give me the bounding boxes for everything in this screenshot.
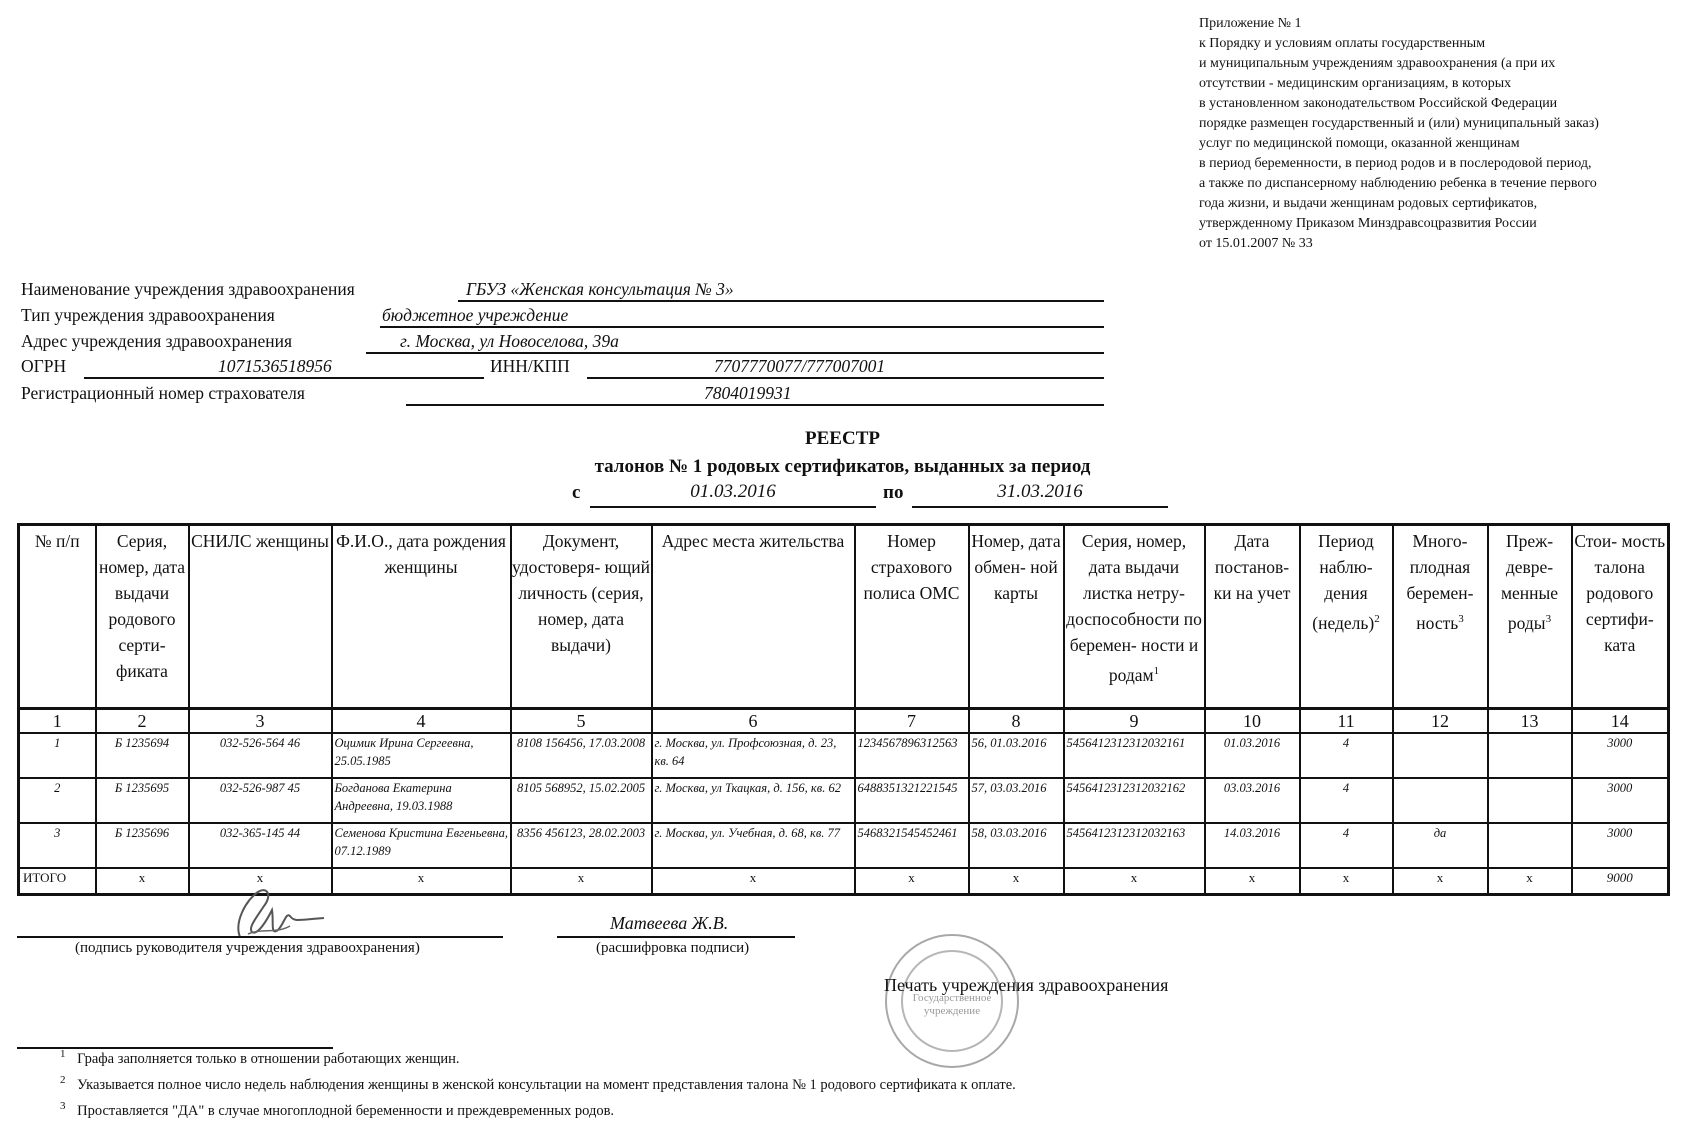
cell-cert: Б 1235696 [96, 823, 189, 868]
total-x: х [511, 868, 652, 895]
th-multiple-text: Много- плодная беремен- ность [1406, 531, 1474, 633]
institution-type-value: бюджетное учреждение [382, 305, 569, 325]
period-from-label: с [572, 482, 581, 503]
address-underline [366, 352, 1104, 354]
cell-reg-date: 01.03.2016 [1205, 733, 1300, 778]
institution-name-underline [458, 300, 1104, 302]
col-num: 13 [1488, 709, 1572, 734]
appendix-line: в установленном законодательством Российской Федерации [1199, 96, 1558, 111]
reg-number-value: 7804019931 [704, 383, 792, 403]
th-weeks [1300, 525, 1393, 709]
footnote-3 [60, 1100, 614, 1120]
cell-n: 1 [19, 733, 96, 778]
appendix-line: а также по диспансерному наблюдению ребенка в течение первого [1199, 176, 1597, 191]
handwritten-signature [228, 882, 328, 944]
institution-type-label: Тип учреждения здравоохранения [21, 305, 275, 325]
period-from-underline [590, 506, 876, 508]
cell-multiple [1393, 778, 1488, 823]
col-num: 14 [1572, 709, 1669, 734]
signature-caption: (подпись руководителя учреждения здравоохранения) [75, 940, 420, 956]
appendix-line: отсутствии - медицинским организациям, в которых [1199, 76, 1512, 91]
col-num: 10 [1205, 709, 1300, 734]
footnote-mark: 2 [60, 1074, 66, 1086]
cell-premature [1488, 733, 1572, 778]
col-num: 1 [19, 709, 96, 734]
cell-snils: 032-365-145 44 [189, 823, 332, 868]
total-x: х [1393, 868, 1488, 895]
appendix-line: года жизни, и выдачи женщинам родовых сертификатов, [1199, 196, 1538, 211]
th-cost: Стои- мость талона родового сертифи- ката [1572, 525, 1669, 709]
seal-stamp [885, 934, 1019, 1068]
institution-name-label: Наименование учреждения здравоохранения [21, 279, 355, 299]
decoding-caption: (расшифровка подписи) [596, 940, 750, 956]
footnote-mark: 3 [60, 1100, 66, 1112]
cell-address: г. Москва, ул. Учебная, д. 68, кв. 77 [652, 823, 855, 868]
total-x: х [969, 868, 1064, 895]
col-num: 12 [1393, 709, 1488, 734]
col-num: 11 [1300, 709, 1393, 734]
footnote-ref: 3 [1545, 613, 1552, 625]
inn-kpp-label: ИНН/КПП [490, 356, 570, 376]
appendix-line: порядке размещен государственный и (или) муниципальный заказ) [1199, 116, 1599, 131]
th-premature-text: Преж- девре- менные роды [1500, 531, 1559, 633]
cell-weeks: 4 [1300, 778, 1393, 823]
cell-card: 58, 03.03.2016 [969, 823, 1064, 868]
total-x: х [1300, 868, 1393, 895]
cell-cost: 3000 [1572, 733, 1669, 778]
inn-kpp-underline [587, 377, 1104, 379]
column-number-row [19, 709, 1669, 734]
ogrn-underline [84, 377, 484, 379]
registry-subtitle: талонов № 1 родовых сертификатов, выданных за период [594, 456, 1091, 477]
registry-table [17, 523, 1670, 896]
th-document: Документ, удостоверя- ющий личность (серия, номер, дата выдачи) [511, 525, 652, 709]
period-from-value: 01.03.2016 [690, 481, 776, 502]
th-sick-leave-text: Серия, номер, дата выдачи листка нетру- доспособности по беремен- ности и родам [1066, 531, 1202, 685]
seal-label: Печать учреждения здравоохранения [884, 975, 1169, 995]
appendix-line: услуг по медицинской помощи, оказанной женщинам [1199, 136, 1520, 151]
footnote-ref: 3 [1458, 613, 1464, 625]
reg-number-underline [406, 404, 1104, 406]
th-multiple [1393, 525, 1488, 709]
appendix-line: в период беременности, в период родов и в послеродовой период, [1199, 156, 1592, 171]
period-to-underline [912, 506, 1168, 508]
total-x: х [189, 868, 332, 895]
footnote-2 [60, 1074, 1016, 1094]
cell-weeks: 4 [1300, 823, 1393, 868]
appendix-line: от 15.01.2007 № 33 [1199, 236, 1313, 251]
cell-sick-leave: 5456412312312032163 [1064, 823, 1205, 868]
cell-fio: Богданова Екатерина Андреевна, 19.03.1988 [332, 778, 511, 823]
cell-oms: 1234567896312563 [855, 733, 969, 778]
col-num: 4 [332, 709, 511, 734]
inn-kpp-value: 7707770077/777007001 [714, 356, 886, 376]
cell-oms: 6488351321221545 [855, 778, 969, 823]
th-reg-date: Дата постанов- ки на учет [1205, 525, 1300, 709]
appendix-line: к Порядку и условиям оплаты государственным [1199, 36, 1486, 51]
cell-multiple: да [1393, 823, 1488, 868]
footnote-text: Графа заполняется только в отношении работающих женщин. [77, 1050, 460, 1067]
cell-n: 3 [19, 823, 96, 868]
cell-doc: 8108 156456, 17.03.2008 [511, 733, 652, 778]
decoding-line [557, 936, 795, 938]
reg-number-label: Регистрационный номер страхователя [21, 383, 305, 403]
footnote-mark: 1 [60, 1048, 66, 1060]
total-x: х [855, 868, 969, 895]
th-certificate: Серия, номер, дата выдачи родового серти- фиката [96, 525, 189, 709]
th-premature [1488, 525, 1572, 709]
cell-doc: 8356 456123, 28.02.2003 [511, 823, 652, 868]
cell-oms: 5468321545452461 [855, 823, 969, 868]
total-x: х [1205, 868, 1300, 895]
th-snils: СНИЛС женщины [189, 525, 332, 709]
col-num: 3 [189, 709, 332, 734]
cell-cost: 3000 [1572, 778, 1669, 823]
cell-cert: Б 1235694 [96, 733, 189, 778]
col-num: 2 [96, 709, 189, 734]
col-num: 8 [969, 709, 1064, 734]
cell-reg-date: 03.03.2016 [1205, 778, 1300, 823]
registry-title: РЕЕСТР [805, 428, 880, 449]
th-oms: Номер страхового полиса ОМС [855, 525, 969, 709]
seal-stamp-text: Государственное учреждение [912, 992, 992, 1017]
period-to-label: по [883, 482, 904, 503]
cell-cert: Б 1235695 [96, 778, 189, 823]
cell-cost: 3000 [1572, 823, 1669, 868]
cell-reg-date: 14.03.2016 [1205, 823, 1300, 868]
total-x: х [1064, 868, 1205, 895]
total-x: х [1488, 868, 1572, 895]
ogrn-value: 1071536518956 [218, 356, 332, 376]
col-num: 9 [1064, 709, 1205, 734]
cell-premature [1488, 823, 1572, 868]
decoding-name: Матвеева Ж.В. [610, 913, 729, 933]
th-weeks-text: Период наблю- дения (недель) [1312, 531, 1375, 633]
cell-snils: 032-526-987 45 [189, 778, 332, 823]
th-sick-leave [1064, 525, 1205, 709]
ogrn-label: ОГРН [21, 356, 67, 376]
footnote-ref: 1 [1153, 665, 1160, 677]
th-fio: Ф.И.О., дата рождения женщины [332, 525, 511, 709]
th-address: Адрес места жительства [652, 525, 855, 709]
col-num: 6 [652, 709, 855, 734]
col-num: 5 [511, 709, 652, 734]
total-cost: 9000 [1572, 868, 1669, 895]
cell-doc: 8105 568952, 15.02.2005 [511, 778, 652, 823]
address-value: г. Москва, ул Новоселова, 39а [400, 331, 619, 351]
cell-multiple [1393, 733, 1488, 778]
cell-address: г. Москва, ул Ткацкая, д. 156, кв. 62 [652, 778, 855, 823]
institution-type-underline [380, 326, 1104, 328]
footnote-text: Указывается полное число недель наблюдения женщины в женской консультации на момент представления талона № 1 родового сертификата к оплате. [77, 1076, 1016, 1093]
cell-n: 2 [19, 778, 96, 823]
cell-weeks: 4 [1300, 733, 1393, 778]
th-card: Номер, дата обмен- ной карты [969, 525, 1064, 709]
cell-sick-leave: 5456412312312032161 [1064, 733, 1205, 778]
total-x: х [652, 868, 855, 895]
cell-fio: Семенова Кристина Евгеньевна, 07.12.1989 [332, 823, 511, 868]
institution-name-value: ГБУЗ «Женская консультация № 3» [466, 279, 734, 299]
cell-fio: Оцимик Ирина Сергеевна, 25.05.1985 [332, 733, 511, 778]
cell-sick-leave: 5456412312312032162 [1064, 778, 1205, 823]
appendix-line: Приложение № 1 [1199, 16, 1302, 31]
total-x: х [96, 868, 189, 895]
total-label: ИТОГО [19, 868, 96, 895]
total-x: х [332, 868, 511, 895]
footnote-text: Проставляется "ДА" в случае многоплодной беременности и преждевременных родов. [77, 1102, 615, 1119]
cell-card: 56, 01.03.2016 [969, 733, 1064, 778]
appendix-note [1199, 14, 1679, 254]
appendix-line: утвержденному Приказом Минздравсоцразвития России [1199, 216, 1537, 231]
cell-address: г. Москва, ул. Профсоюзная, д. 23, кв. 64 [652, 733, 855, 778]
footnote-1 [60, 1048, 460, 1068]
col-num: 7 [855, 709, 969, 734]
table-row [19, 823, 1669, 868]
signature-line [17, 936, 503, 938]
period-to-value: 31.03.2016 [997, 481, 1083, 502]
table-row [19, 778, 1669, 823]
cell-snils: 032-526-564 46 [189, 733, 332, 778]
footnote-ref: 2 [1374, 613, 1380, 625]
th-number: № п/п [19, 525, 96, 709]
address-label: Адрес учреждения здравоохранения [21, 331, 293, 351]
cell-card: 57, 03.03.2016 [969, 778, 1064, 823]
table-header-row [19, 525, 1669, 709]
table-row [19, 733, 1669, 778]
appendix-line: и муниципальным учреждениям здравоохранения (а при их [1199, 56, 1556, 71]
cell-premature [1488, 778, 1572, 823]
